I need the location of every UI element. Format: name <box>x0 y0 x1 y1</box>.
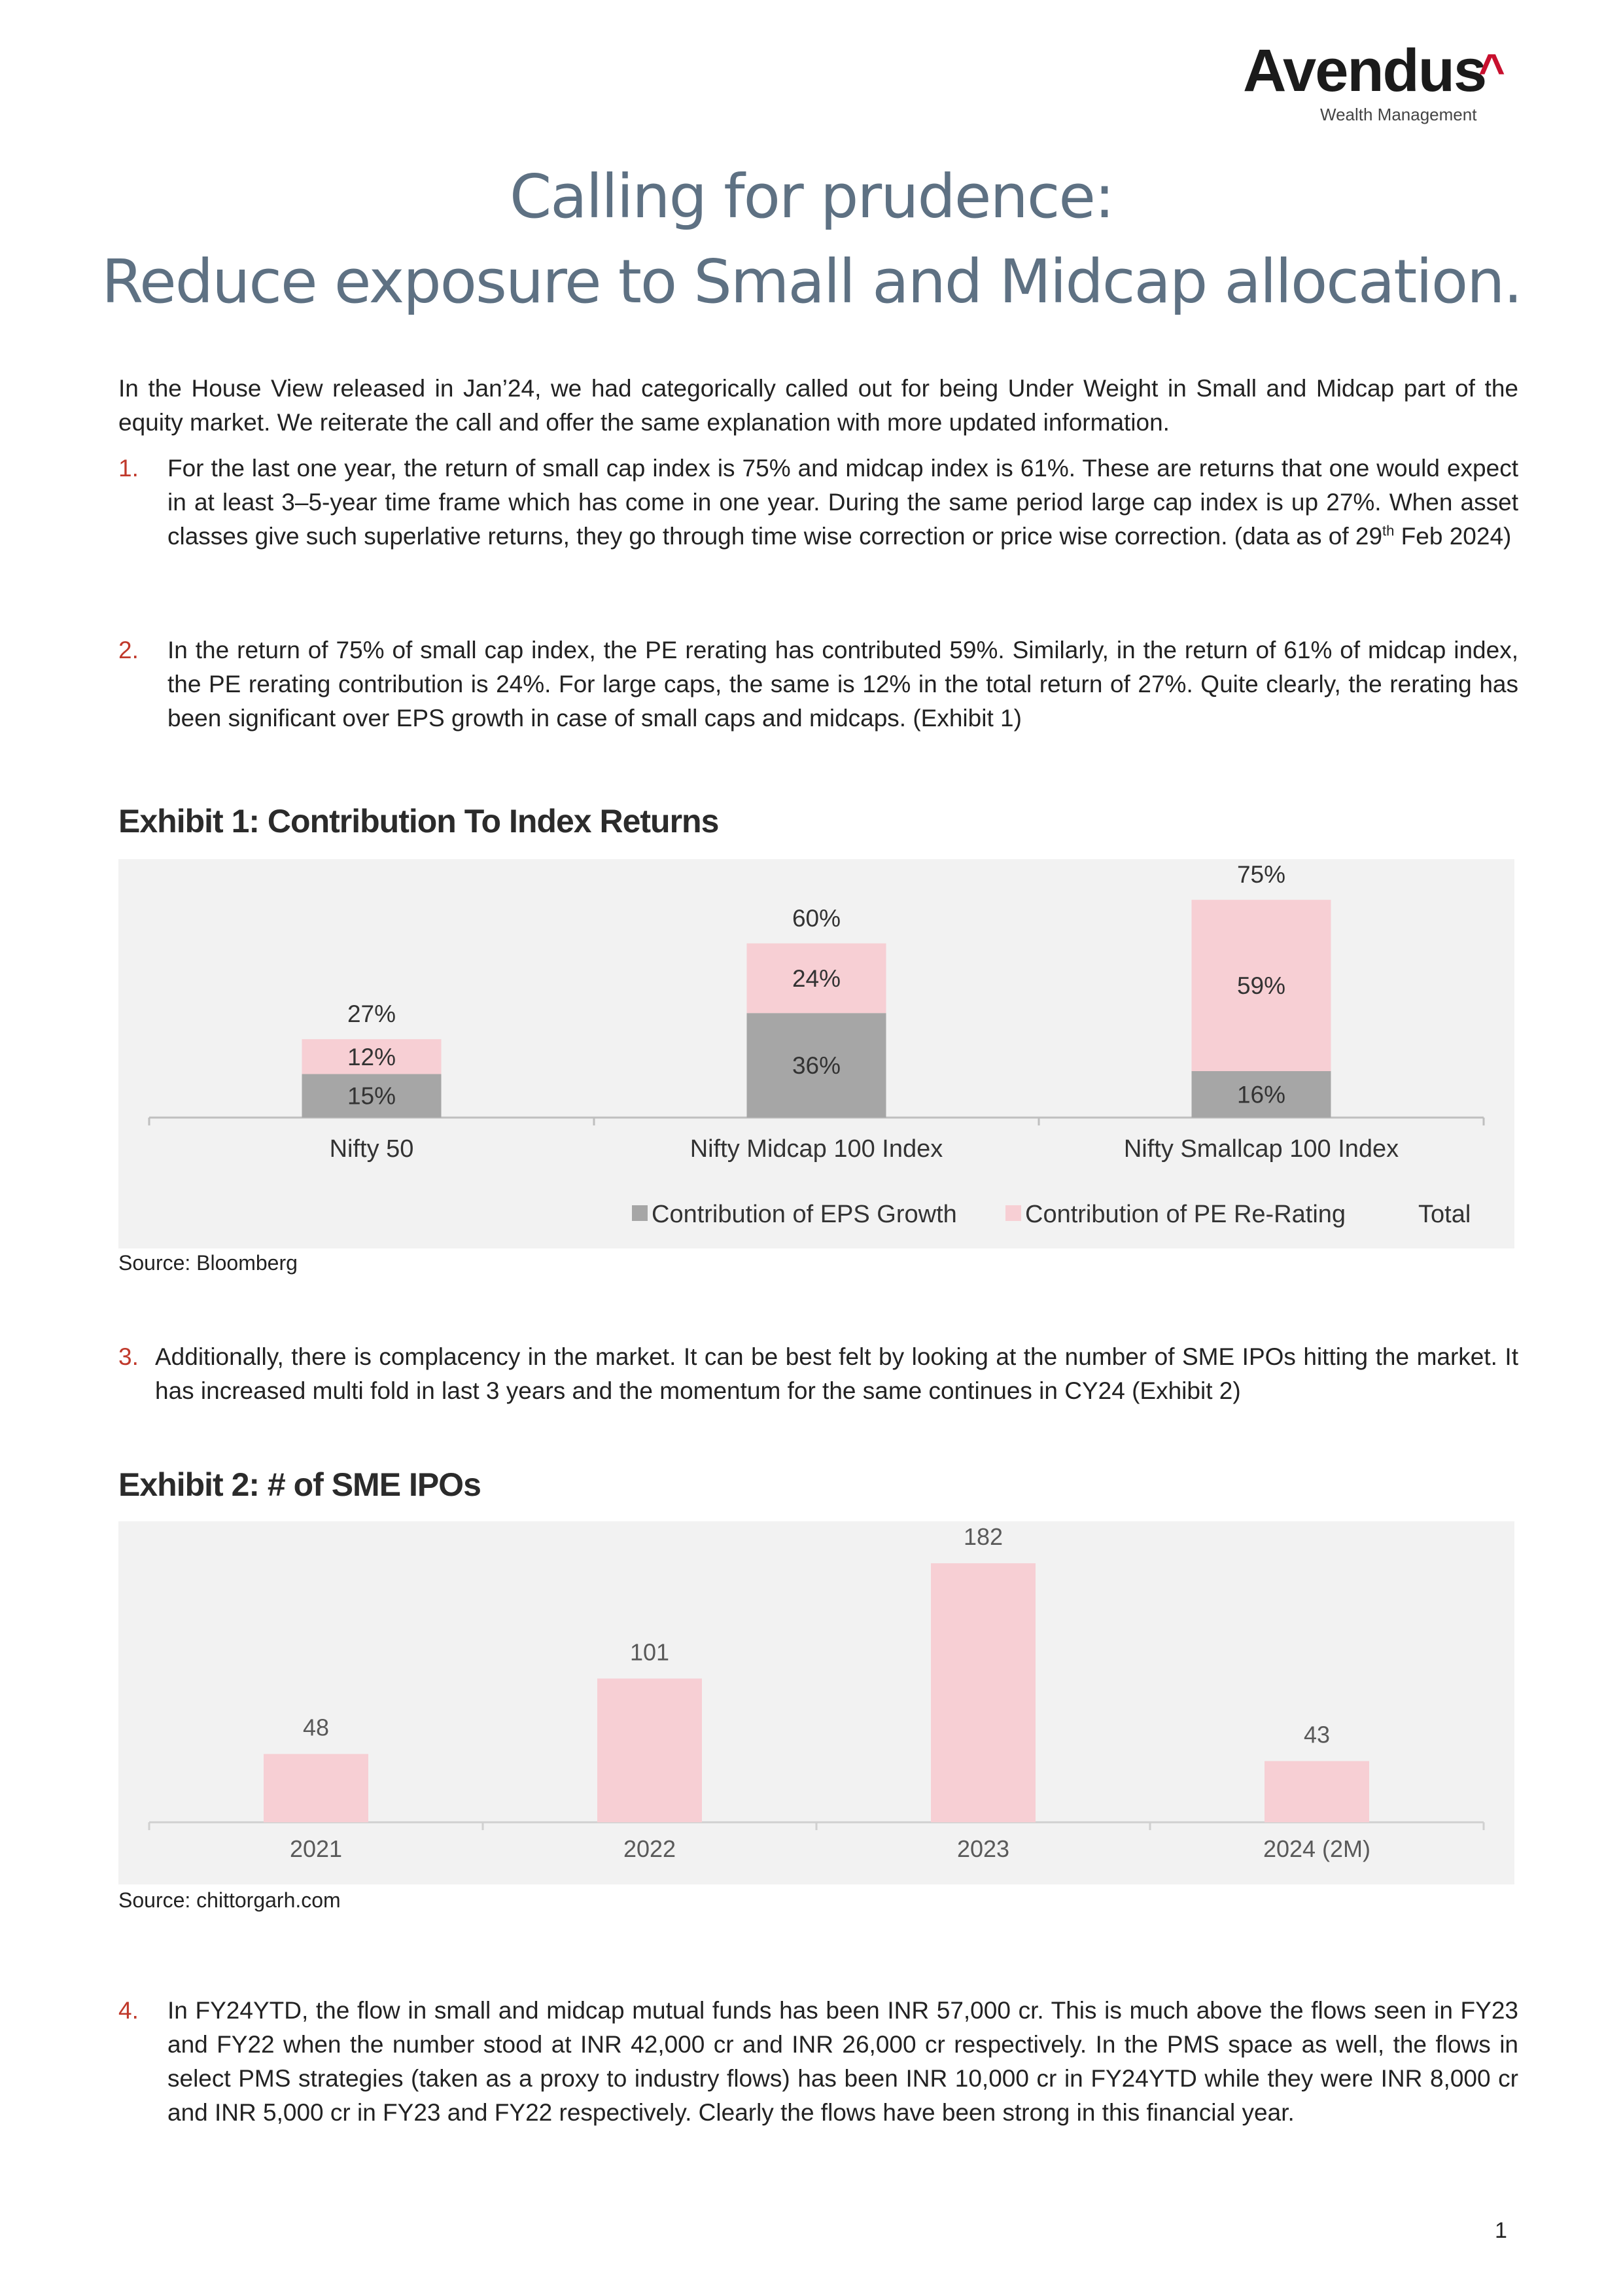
data-label: 15% <box>347 1082 396 1110</box>
list-text-part: Feb 2024) <box>1394 523 1512 550</box>
data-label: 24% <box>792 965 841 992</box>
list-text: Additionally, there is complacency in the market. It can be best felt by looking at the number of SME IPOs hitting the market. It has increased multi fold in last 3 years and the momentum for the same continues in CY24 (Exhibit 2) <box>155 1343 1518 1404</box>
category-label: Nifty 50 <box>329 1135 414 1163</box>
page-number: 1 <box>1495 2218 1507 2243</box>
category-label: Nifty Smallcap 100 Index <box>1123 1135 1399 1163</box>
list-item-2 <box>118 633 1518 735</box>
list-number: 4. <box>118 1997 139 2024</box>
bar <box>264 1754 368 1822</box>
legend-label: Contribution of EPS Growth <box>652 1201 957 1228</box>
category-label: 2024 (2M) <box>1263 1835 1371 1862</box>
total-label: 60% <box>792 904 841 932</box>
list-number: 1. <box>118 455 139 482</box>
list-number: 2. <box>118 637 139 663</box>
legend-label: Total <box>1418 1201 1471 1228</box>
total-label: 27% <box>347 1000 396 1028</box>
exhibit-1-svg <box>118 859 1514 1248</box>
data-label: 182 <box>963 1523 1003 1551</box>
exhibit-1-title: Exhibit 1: Contribution To Index Returns <box>118 803 719 839</box>
data-label: 48 <box>302 1714 330 1741</box>
legend-label: Contribution of PE Re-Rating <box>1025 1201 1346 1228</box>
page-title-line-1: Calling for prudence: <box>509 162 1113 232</box>
category-label: 2021 <box>289 1835 343 1862</box>
category-label: 2022 <box>623 1835 676 1862</box>
intro-paragraph: In the House View released in Jan’24, we had categorically called out for being Under Weight in Small and Midcap part of the equity market. We reiterate the call and offer the same explanation with more updated information. <box>118 375 1518 436</box>
data-label: 16% <box>1236 1081 1286 1108</box>
logo-caret-icon: ^ <box>1478 44 1505 96</box>
exhibit-2-source: Source: chittorgarh.com <box>118 1888 341 1912</box>
exhibit-2-svg <box>118 1521 1514 1884</box>
category-label: 2023 <box>956 1835 1010 1862</box>
bar <box>931 1563 1036 1822</box>
category-label: Nifty Midcap 100 Index <box>689 1135 943 1163</box>
data-label: 101 <box>629 1638 670 1666</box>
total-label: 75% <box>1236 861 1286 889</box>
exhibit-2-chart <box>118 1521 1514 1884</box>
list-text-part: For the last one year, the return of small cap index is 75% and midcap index is 61%. These are returns that one would expect in at least 3–5-year time frame which has come in one year. During the same period large cap index is up 27%. When asset classes give such superlative returns, they go through time wise correction or price wise correction. (data as of 29 <box>167 455 1518 550</box>
exhibit-1-chart <box>118 859 1514 1248</box>
bar <box>597 1678 702 1822</box>
list-number: 3. <box>118 1343 139 1370</box>
exhibit-2-title: Exhibit 2: # of SME IPOs <box>118 1466 481 1503</box>
list-item-1 <box>118 451 1518 554</box>
legend-swatch <box>1005 1205 1021 1221</box>
list-text: In the return of 75% of small cap index, the PE rerating has contributed 59%. Similarly, in the return of 61% of midcap index, the PE rerating contribution is 24%. For large caps, the same is 12% in the total return of 27%. Quite clearly, the rerating has been significant over EPS growth in case of small caps and midcaps. (Exhibit 1) <box>167 637 1518 732</box>
legend-swatch <box>632 1205 648 1221</box>
list-text: In FY24YTD, the flow in small and midcap mutual funds has been INR 57,000 cr. This is much above the flows seen in FY23 and FY22 when the number stood at INR 42,000 cr and INR 26,000 cr respectively. In the PMS space as well, the flows in select PMS strategies (taken as a proxy to industry flows) has been INR 10,000 cr in FY24YTD while they were INR 8,000 cr and INR 5,000 cr in FY23 and FY22 respectively. Clearly the flows have been strong in this financial year. <box>167 1997 1518 2126</box>
data-label: 43 <box>1303 1721 1331 1748</box>
list-item-4 <box>118 1994 1518 2130</box>
data-label: 12% <box>347 1043 396 1070</box>
list-text <box>167 451 1518 554</box>
data-label: 36% <box>792 1052 841 1080</box>
logo-subtitle: Wealth Management <box>1320 105 1477 124</box>
bar <box>1265 1761 1369 1822</box>
data-label: 59% <box>1236 972 1286 1000</box>
superscript: th <box>1382 522 1395 539</box>
list-item-3 <box>118 1340 1518 1408</box>
logo-wordmark: Avendus <box>1243 37 1486 104</box>
exhibit-1-source: Source: Bloomberg <box>118 1251 298 1275</box>
avendus-logo <box>1243 37 1518 132</box>
page-title-line-2: Reduce exposure to Small and Midcap allocation. <box>101 247 1522 317</box>
